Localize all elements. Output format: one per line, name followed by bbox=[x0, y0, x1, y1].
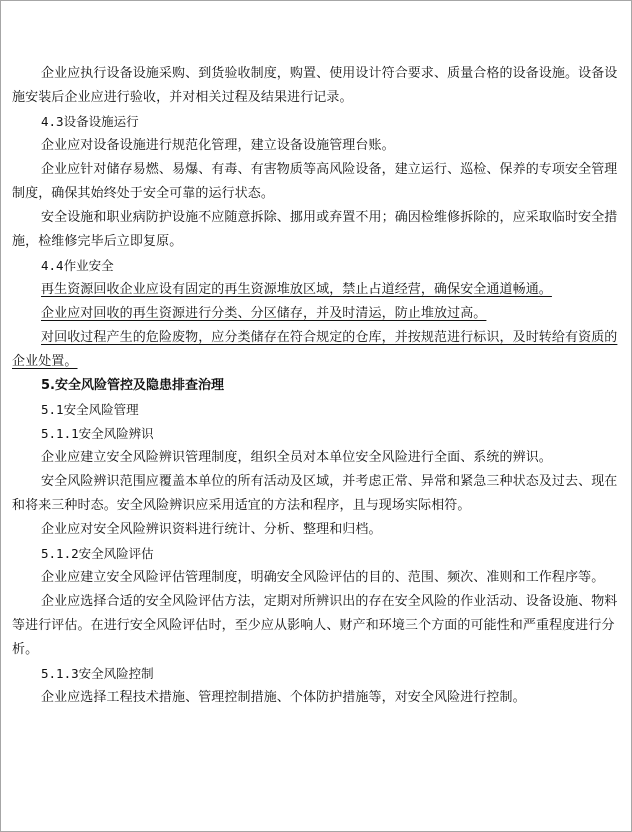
paragraph: 安全设施和职业病防护设施不应随意拆除、挪用或弃置不用；确因检维修拆除的，应采取临时安全措施，检维修完毕后立即复原。 bbox=[12, 210, 618, 249]
subsection-heading: 5.1.3安全风险控制 bbox=[41, 666, 154, 681]
section-heading: 5.1安全风险管理 bbox=[41, 402, 139, 417]
paragraph: 安全风险辨识范围应覆盖本单位的所有活动及区域，并考虑正常、异常和紧急三种状态及过去、现在和将来三种时态。安全风险辨识应采用适宜的方法和程序，且与现场实际相符。 bbox=[12, 474, 618, 513]
underlined-paragraph bbox=[12, 302, 628, 326]
paragraph: 企业应对安全风险辨识资料进行统计、分析、整理和归档。 bbox=[41, 522, 382, 537]
paragraph: 企业应执行设备设施采购、到货验收制度，购置、使用设计符合要求、质量合格的设备设施。设备设施安装后企业应进行验收，并对相关过程及结果进行记录。 bbox=[12, 66, 618, 105]
paragraph: 企业应建立安全风险辨识管理制度，组织全员对本单位安全风险进行全面、系统的辨识。 bbox=[41, 450, 552, 465]
chapter-heading: 5.安全风险管控及隐患排查治理 bbox=[41, 378, 224, 393]
paragraph: 企业应针对储存易燃、易爆、有毒、有害物质等高风险设备，建立运行、巡检、保养的专项安全管理制度，确保其始终处于安全可靠的运行状态。 bbox=[12, 162, 618, 201]
section-heading: 4.4作业安全 bbox=[41, 258, 114, 273]
underlined-text: 再生资源回收企业应设有固定的再生资源堆放区域，禁止占道经营，确保安全通道畅通。 bbox=[41, 282, 552, 297]
document-body bbox=[12, 62, 628, 710]
paragraph: 企业应对设备设施进行规范化管理，建立设备设施管理台账。 bbox=[41, 138, 395, 153]
section-heading: 4.3设备设施运行 bbox=[41, 114, 139, 129]
underlined-text: 对回收过程产生的危险废物，应分类储存在符合规定的仓库，并按规范进行标识，及时转给有资质的企业处置。 bbox=[12, 330, 618, 369]
subsection-heading: 5.1.2安全风险评估 bbox=[41, 546, 154, 561]
paragraph: 企业应建立安全风险评估管理制度，明确安全风险评估的目的、范围、频次、准则和工作程序等。 bbox=[41, 570, 605, 585]
underlined-text: 企业应对回收的再生资源进行分类、分区储存，并及时清运，防止堆放过高。 bbox=[41, 306, 487, 321]
underlined-paragraph bbox=[12, 326, 628, 374]
underlined-paragraph bbox=[12, 278, 628, 302]
paragraph: 企业应选择合适的安全风险评估方法，定期对所辨识出的存在安全风险的作业活动、设备设施、物料等进行评估。在进行安全风险评估时，至少应从影响人、财产和环境三个方面的可能性和严重程度进行分析。 bbox=[12, 594, 618, 657]
subsection-heading: 5.1.1安全风险辨识 bbox=[41, 426, 154, 441]
paragraph: 企业应选择工程技术措施、管理控制措施、个体防护措施等，对安全风险进行控制。 bbox=[41, 690, 526, 705]
